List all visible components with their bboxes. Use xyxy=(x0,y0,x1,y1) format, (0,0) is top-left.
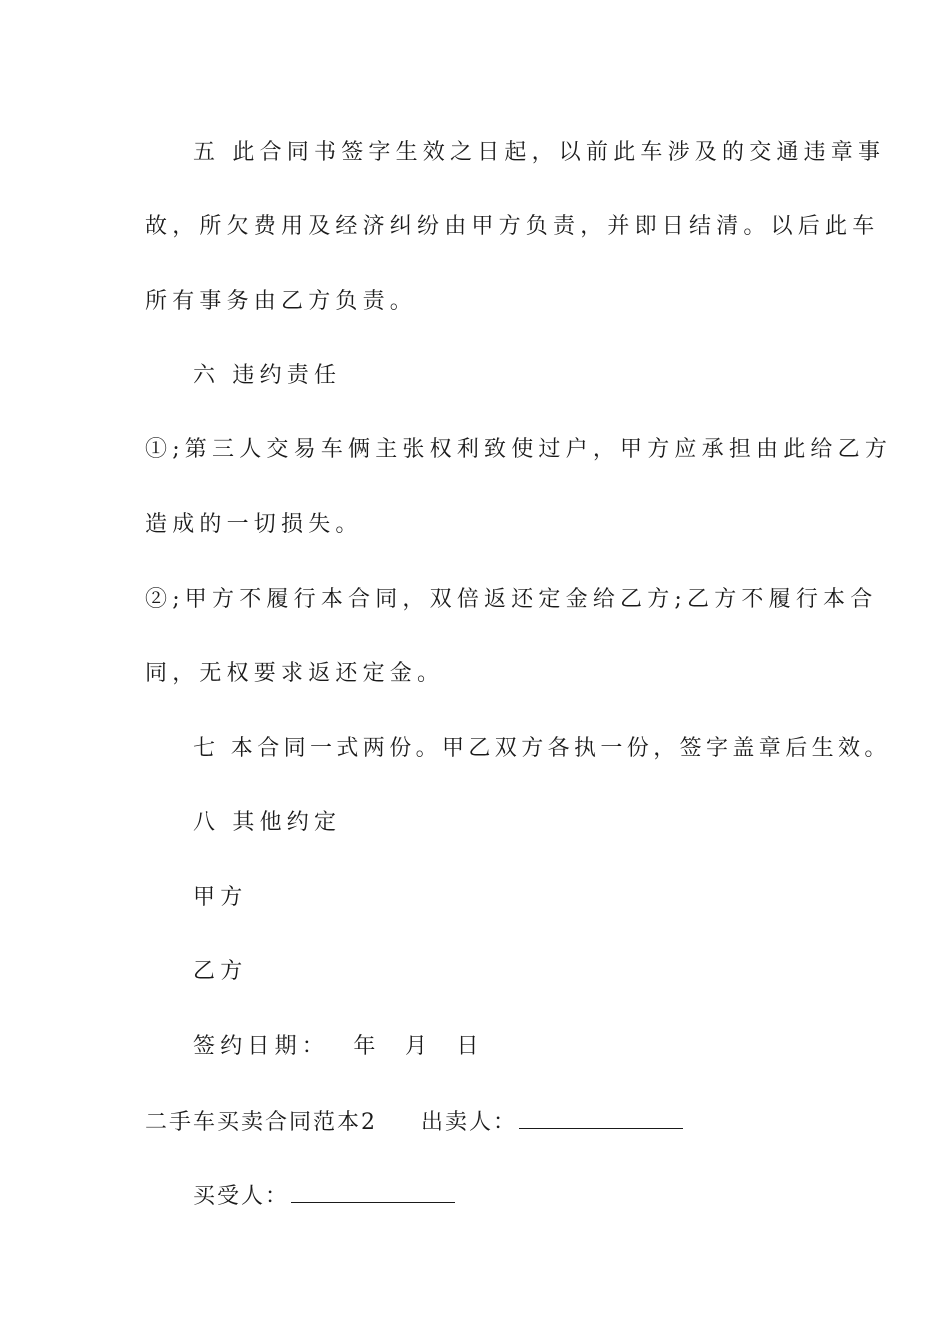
clause-5-line-1: 五 此合同书签字生效之日起，以前此车涉及的交通违章事 xyxy=(193,140,886,165)
next-contract-line xyxy=(145,1108,683,1138)
seller-label: 出卖人： xyxy=(421,1110,518,1135)
party-a-label: 甲方 xyxy=(193,885,248,910)
buyer-blank xyxy=(291,1182,455,1203)
clause-7: 七 本合同一式两份。甲乙双方各执一份，签字盖章后生效。 xyxy=(193,736,891,761)
buyer-line xyxy=(193,1182,455,1212)
clause-6-heading: 六 违约责任 xyxy=(193,363,342,388)
clause-5-line-3: 所有事务由乙方负责。 xyxy=(145,289,418,314)
party-b-label: 乙方 xyxy=(193,959,248,984)
next-contract-title: 二手车买卖合同范本2 xyxy=(145,1110,377,1135)
clause-6-item-2-line-2: 同，无权要求返还定金。 xyxy=(145,661,445,686)
signing-date: 签约日期： 年 月 日 xyxy=(193,1034,484,1059)
clause-6-item-2-line-1: ②;甲方不履行本合同，双倍返还定金给乙方;乙方不履行本合 xyxy=(145,587,878,612)
clause-6-item-1-line-1: ①;第三人交易车俩主张权利致使过户，甲方应承担由此给乙方 xyxy=(145,437,893,462)
clause-6-item-1-line-2: 造成的一切损失。 xyxy=(145,512,363,537)
buyer-label: 买受人： xyxy=(193,1184,290,1209)
seller-blank xyxy=(519,1108,683,1129)
clause-8-heading: 八 其他约定 xyxy=(193,810,342,835)
clause-5-line-2: 故，所欠费用及经济纠纷由甲方负责，并即日结清。以后此车 xyxy=(145,214,880,239)
